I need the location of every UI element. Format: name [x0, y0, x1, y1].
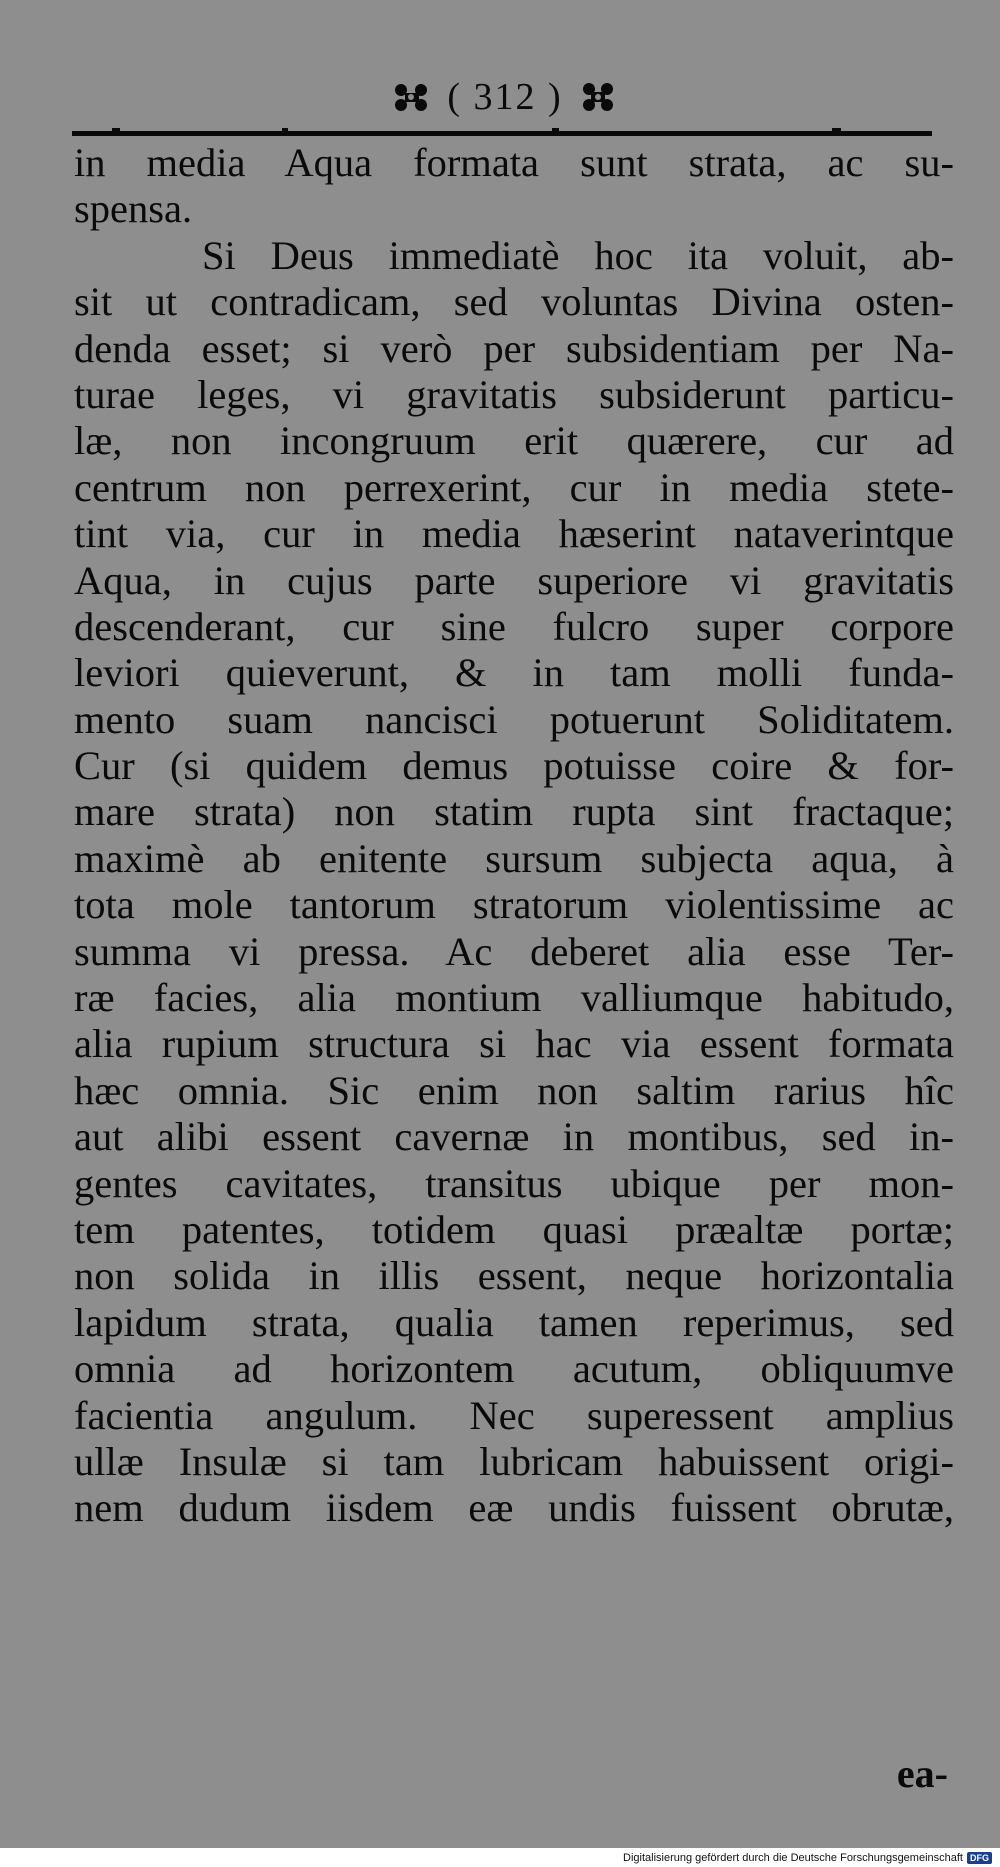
- text-line: Aqua, in cujus parte superiore vi gravitatis: [74, 557, 954, 603]
- text-line: sit ut contradicam, sed voluntas Divina osten-: [74, 279, 954, 325]
- text-line: facientia angulum. Nec superessent amplius: [74, 1392, 954, 1438]
- page-header: [355, 72, 655, 122]
- floral-ornament-icon: [391, 80, 433, 114]
- page-number: ( 312 ): [447, 76, 563, 118]
- catchword: ea-: [896, 1751, 948, 1796]
- footer-credit: Digitalisierung gefördert durch die Deutsche Forschungsgemeinschaft: [623, 1851, 963, 1864]
- body-text: [74, 140, 954, 1532]
- text-line: maximè ab enitente sursum subjecta aqua, à: [74, 835, 954, 881]
- text-line: tem patentes, totidem quasi præaltæ portæ;: [74, 1206, 954, 1252]
- text-line: Cur (si quidem demus potuisse coire & for-: [74, 743, 954, 789]
- header-rule: [72, 128, 932, 138]
- text-line: alia rupium structura si hac via essent formata: [74, 1021, 954, 1067]
- text-line: turae leges, vi gravitatis subsiderunt particu-: [74, 371, 954, 417]
- text-line: nem dudum iisdem eæ undis fuissent obrutæ,: [74, 1485, 954, 1531]
- text-line: non solida in illis essent, neque horizontalia: [74, 1253, 954, 1299]
- text-line: Si Deus immediatè hoc ita voluit, ab-: [202, 232, 954, 278]
- text-line: summa vi pressa. Ac deberet alia esse Ter-: [74, 928, 954, 974]
- text-line: tint via, cur in media hæserint nataverintque: [74, 511, 954, 557]
- text-line: mento suam nancisci potuerunt Soliditatem.: [74, 696, 954, 742]
- text-line: tota mole tantorum stratorum violentissime ac: [74, 882, 954, 928]
- text-line: spensa.: [74, 186, 193, 232]
- text-line: denda esset; si verò per subsidentiam per Na-: [74, 325, 954, 371]
- text-line: gentes cavitates, transitus ubique per mon-: [74, 1160, 954, 1206]
- text-line: læ, non incongruum erit quærere, cur ad: [74, 418, 954, 464]
- text-line: ullæ Insulæ si tam lubricam habuissent origi-: [74, 1438, 954, 1484]
- text-line: omnia ad horizontem acutum, obliquumve: [74, 1346, 954, 1392]
- text-line: descenderant, cur sine fulcro super corpore: [74, 603, 954, 649]
- floral-ornament-icon: [577, 80, 619, 114]
- text-line: centrum non perrexerint, cur in media stete-: [74, 464, 954, 510]
- text-line: mare strata) non statim rupta sint fractaque;: [74, 789, 954, 835]
- text-line: leviori quieverunt, & in tam molli funda-: [74, 650, 954, 696]
- dfg-logo: DFG: [967, 1852, 992, 1864]
- footer-bar: [0, 1848, 1000, 1867]
- text-line: aut alibi essent cavernæ in montibus, sed in-: [74, 1114, 954, 1160]
- text-line: lapidum strata, qualia tamen reperimus, sed: [74, 1299, 954, 1345]
- text-line: ræ facies, alia montium valliumque habitudo,: [74, 975, 954, 1021]
- text-line: in media Aqua formata sunt strata, ac su-: [74, 140, 954, 185]
- text-line: hæc omnia. Sic enim non saltim rarius hîc: [74, 1067, 954, 1113]
